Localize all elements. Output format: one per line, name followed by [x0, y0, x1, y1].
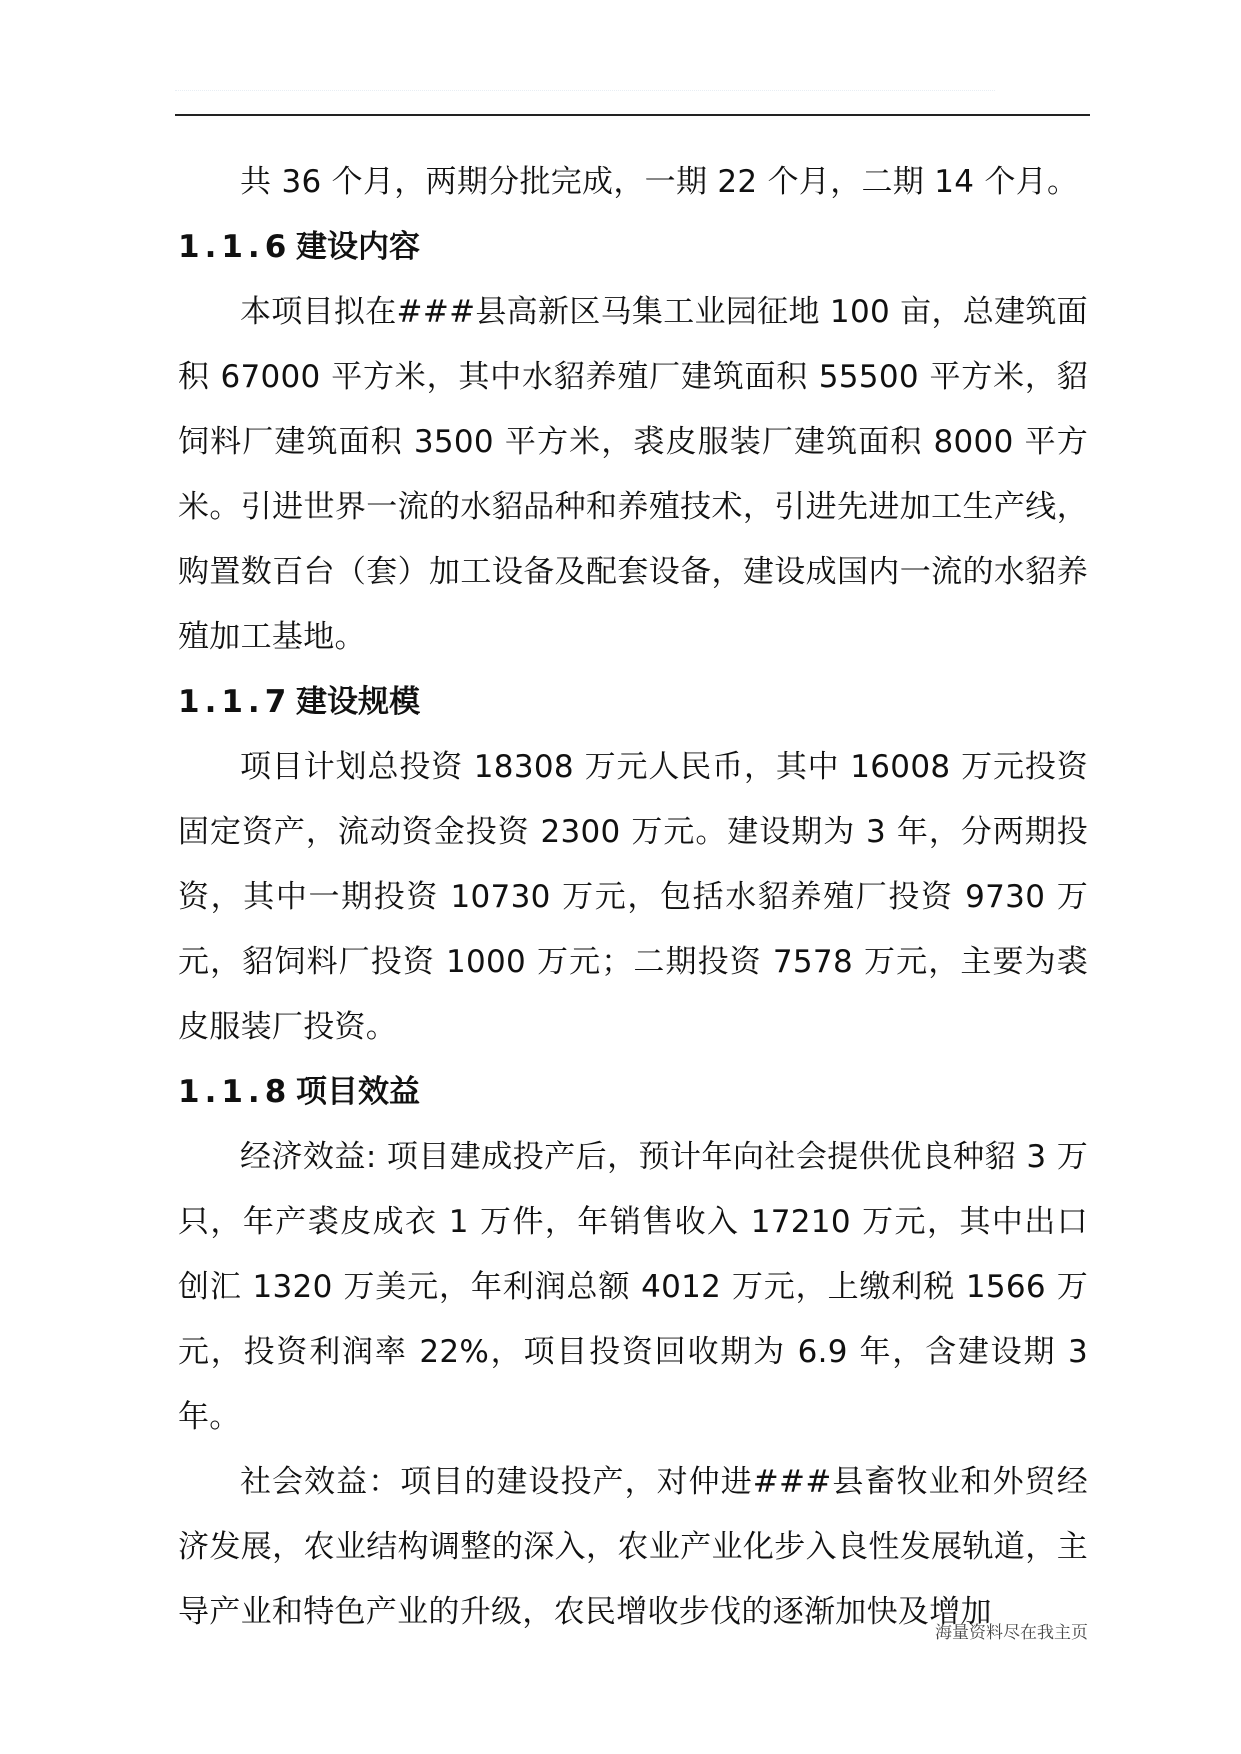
header-rule: [175, 114, 1090, 116]
section-number: 1.1.8: [178, 1074, 292, 1110]
document-body: [178, 150, 1088, 1645]
section-title: 建设规模: [296, 684, 420, 720]
footer-note: 海量资料尽在我主页: [935, 1623, 1088, 1643]
paragraph-economic-benefit: 经济效益: 项目建成投产后，预计年向社会提供优良种貂 3 万只，年产裘皮成衣 1 万件，年销售收入 17210 万元，其中出口创汇 1320 万美元，年利润总额 4012 万元，上缴利税 1566 万元，投资利润率 22%，项目投资回收期为 6.9 年，含建设期 3 年。: [178, 1139, 1088, 1435]
section-heading-1-1-6: [178, 215, 1088, 280]
section-number: 1.1.7: [178, 684, 292, 720]
section-heading-1-1-8: [178, 1060, 1088, 1125]
section-number: 1.1.6: [178, 229, 292, 265]
header-faint-line: [175, 90, 995, 91]
section-title: 项目效益: [296, 1074, 420, 1110]
paragraph-schedule: 共 36 个月，两期分批完成，一期 22 个月，二期 14 个月。: [240, 164, 1079, 200]
section-title: 建设内容: [296, 229, 420, 265]
paragraph-social-benefit: 社会效益：项目的建设投产，对仲进###县畜牧业和外贸经济发展，农业结构调整的深入，农业产业化步入良性发展轨道，主导产业和特色产业的升级，农民增收步伐的逐渐加快及增加: [178, 1464, 1088, 1630]
paragraph-construction-scale: 项目计划总投资 18308 万元人民币，其中 16008 万元投资固定资产，流动资金投资 2300 万元。建设期为 3 年，分两期投资，其中一期投资 10730 万元，包括水貂养殖厂投资 9730 万元，貂饲料厂投资 1000 万元；二期投资 7578 万元，主要为裘皮服装厂投资。: [178, 749, 1088, 1045]
paragraph-construction-content: 本项目拟在###县高新区马集工业园征地 100 亩，总建筑面积 67000 平方米，其中水貂养殖厂建筑面积 55500 平方米，貂饲料厂建筑面积 3500 平方米，裘皮服装厂建筑面积 8000 平方米。引进世界一流的水貂品种和养殖技术，引进先进加工生产线，购置数百台（套）加工设备及配套设备，建设成国内一流的水貂养殖加工基地。: [178, 294, 1088, 655]
section-heading-1-1-7: [178, 670, 1088, 735]
